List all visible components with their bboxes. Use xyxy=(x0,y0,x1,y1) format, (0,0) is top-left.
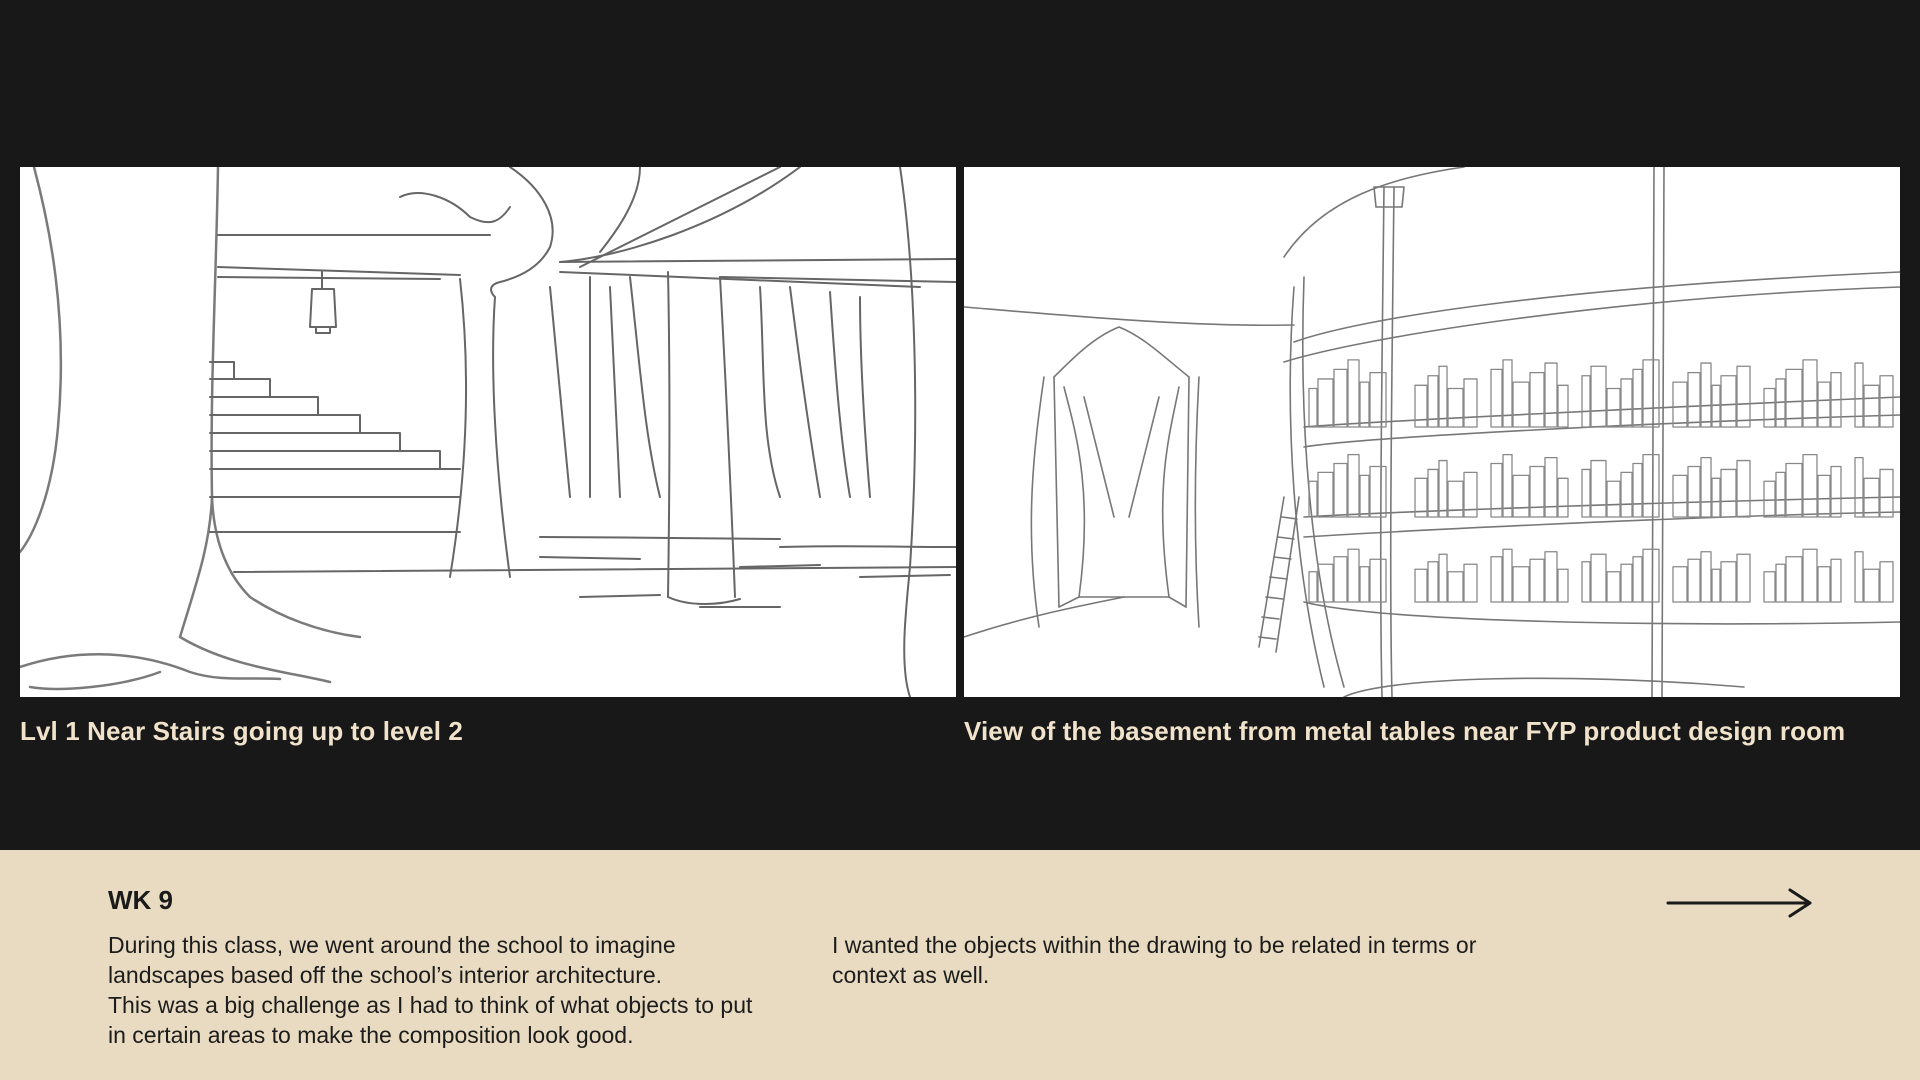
sketch-stairs-image xyxy=(20,167,956,697)
description-line: During this class, we went around the school to imagine xyxy=(108,932,676,958)
stairs-caption: Lvl 1 Near Stairs going up to level 2 xyxy=(20,716,463,746)
description-left xyxy=(108,930,808,1050)
description-right xyxy=(832,930,1532,990)
next-slide-button[interactable] xyxy=(1666,888,1814,918)
description-line: I wanted the objects within the drawing to be related in terms or xyxy=(832,932,1477,958)
week-label: WK 9 xyxy=(108,885,173,915)
basement-caption: View of the basement from metal tables near FYP product design room xyxy=(964,716,1846,746)
description-line: landscapes based off the school’s interior architecture. xyxy=(108,962,663,988)
description-line: context as well. xyxy=(832,962,990,988)
description-line: This was a big challenge as I had to think of what objects to put xyxy=(108,992,753,1018)
arrow-right-icon xyxy=(1666,888,1814,918)
notes-panel xyxy=(0,850,1920,1080)
description-line: in certain areas to make the composition look good. xyxy=(108,1022,634,1048)
sketch-basement-image xyxy=(964,167,1900,697)
